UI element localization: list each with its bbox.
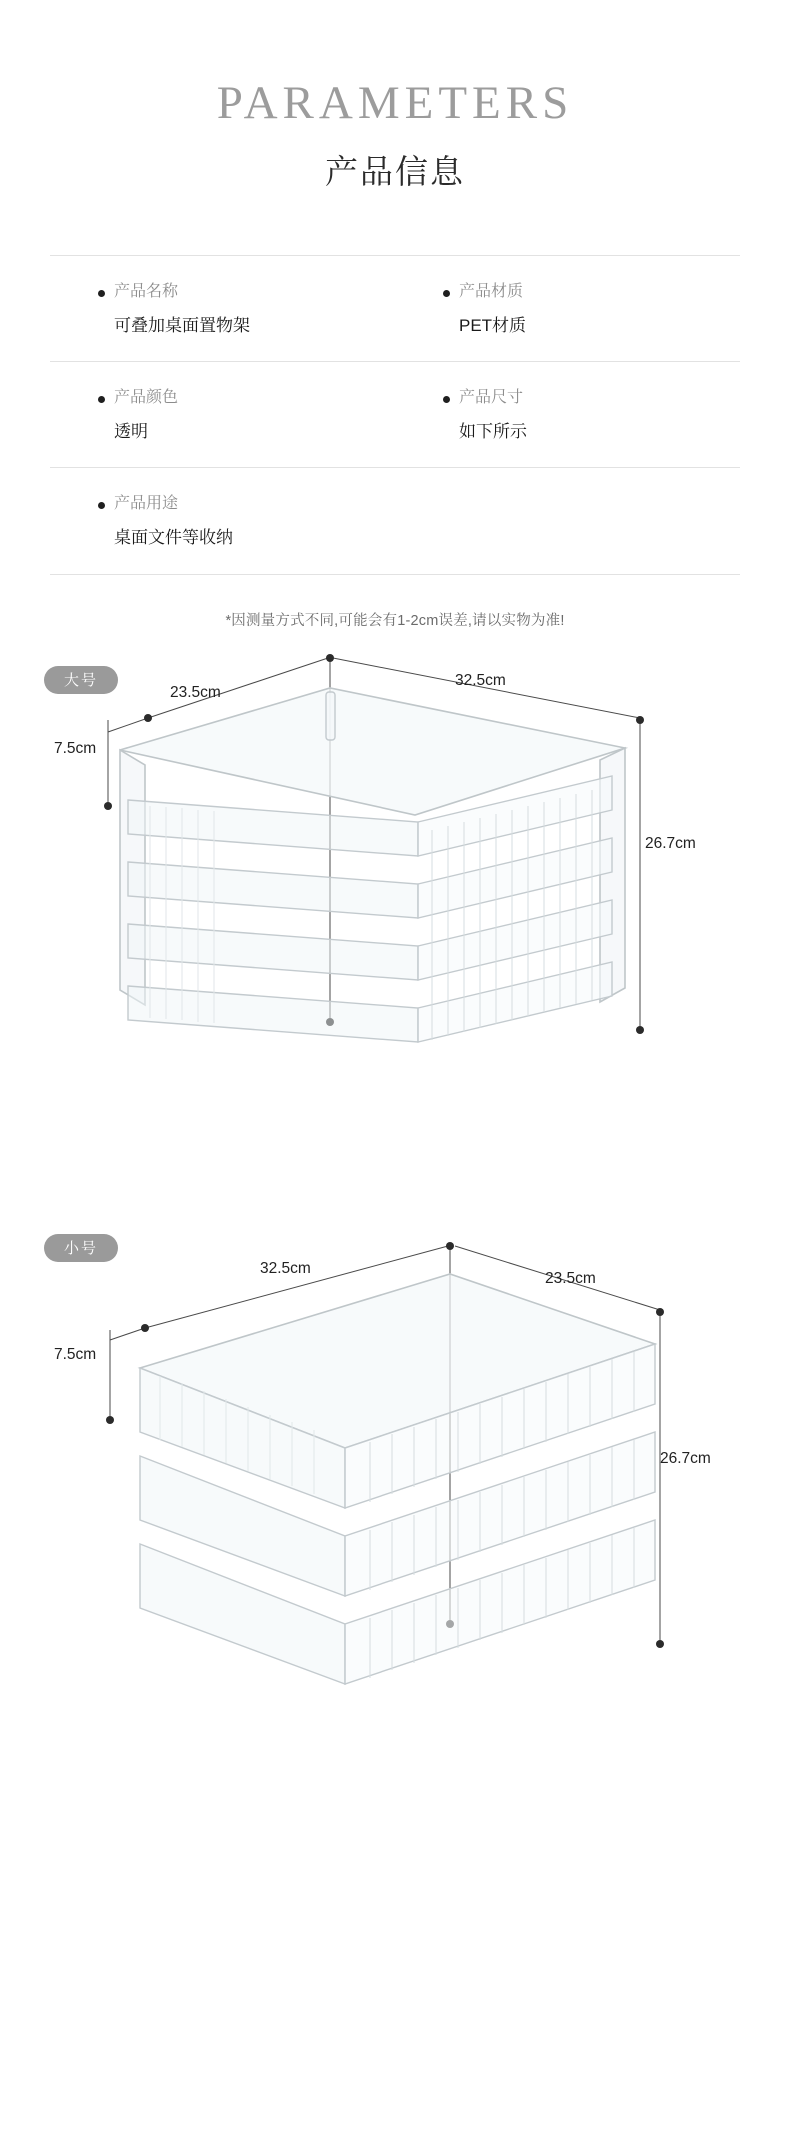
spec-item-empty: [395, 494, 740, 549]
spec-value: PET材质: [459, 315, 527, 335]
dimension-top-left-small: 32.5cm: [260, 1259, 311, 1277]
size-tag-large: 大号: [44, 666, 118, 694]
spec-label: 产品尺寸: [459, 388, 524, 406]
spec-row: [50, 361, 740, 467]
spec-item-product-material: [395, 282, 740, 337]
figure-large-size: [0, 630, 790, 1190]
spec-value: 如下所示: [459, 422, 527, 442]
page-title-chinese: 产品信息: [325, 154, 465, 191]
dimension-right-small: 26.7cm: [660, 1449, 711, 1467]
spec-item-product-name: [50, 282, 395, 337]
dimension-top-right-large: 32.5cm: [455, 671, 506, 689]
bullet-icon: [443, 290, 450, 297]
product-illustration-small: [0, 1218, 790, 1818]
specification-table: [50, 255, 740, 630]
spec-value: 可叠加桌面置物架: [114, 315, 250, 335]
dimension-top-left-large: 23.5cm: [170, 683, 221, 701]
spec-label: 产品颜色: [114, 388, 179, 406]
spec-item-product-usage: [50, 494, 395, 549]
measurement-note: *因测量方式不同,可能会有1-2cm误差,请以实物为准!: [225, 612, 565, 629]
dimension-left-small: 7.5cm: [54, 1345, 97, 1363]
dimension-right-large: 26.7cm: [645, 834, 696, 852]
bullet-icon: [98, 290, 105, 297]
dimension-left-large: 7.5cm: [54, 739, 97, 757]
spec-label: 产品名称: [114, 282, 179, 300]
spec-row: [50, 467, 740, 574]
dimension-top-right-small: 23.5cm: [545, 1269, 596, 1287]
figure-small-size: [0, 1218, 790, 1818]
page-title-english: PARAMETERS: [216, 77, 574, 129]
page-header: [0, 0, 790, 193]
bullet-icon: [98, 502, 105, 509]
bullet-icon: [443, 396, 450, 403]
spec-label: 产品材质: [459, 282, 524, 300]
product-illustration-large: [0, 630, 790, 1190]
spec-value: 桌面文件等收纳: [114, 528, 233, 548]
bullet-icon: [98, 396, 105, 403]
spec-item-product-size: [395, 388, 740, 443]
spec-label: 产品用途: [114, 495, 179, 513]
spec-value: 透明: [114, 422, 148, 442]
spec-item-product-color: [50, 388, 395, 443]
spec-row: [50, 255, 740, 361]
figure-gap: [0, 1190, 790, 1218]
size-tag-small: 小号: [44, 1234, 118, 1262]
